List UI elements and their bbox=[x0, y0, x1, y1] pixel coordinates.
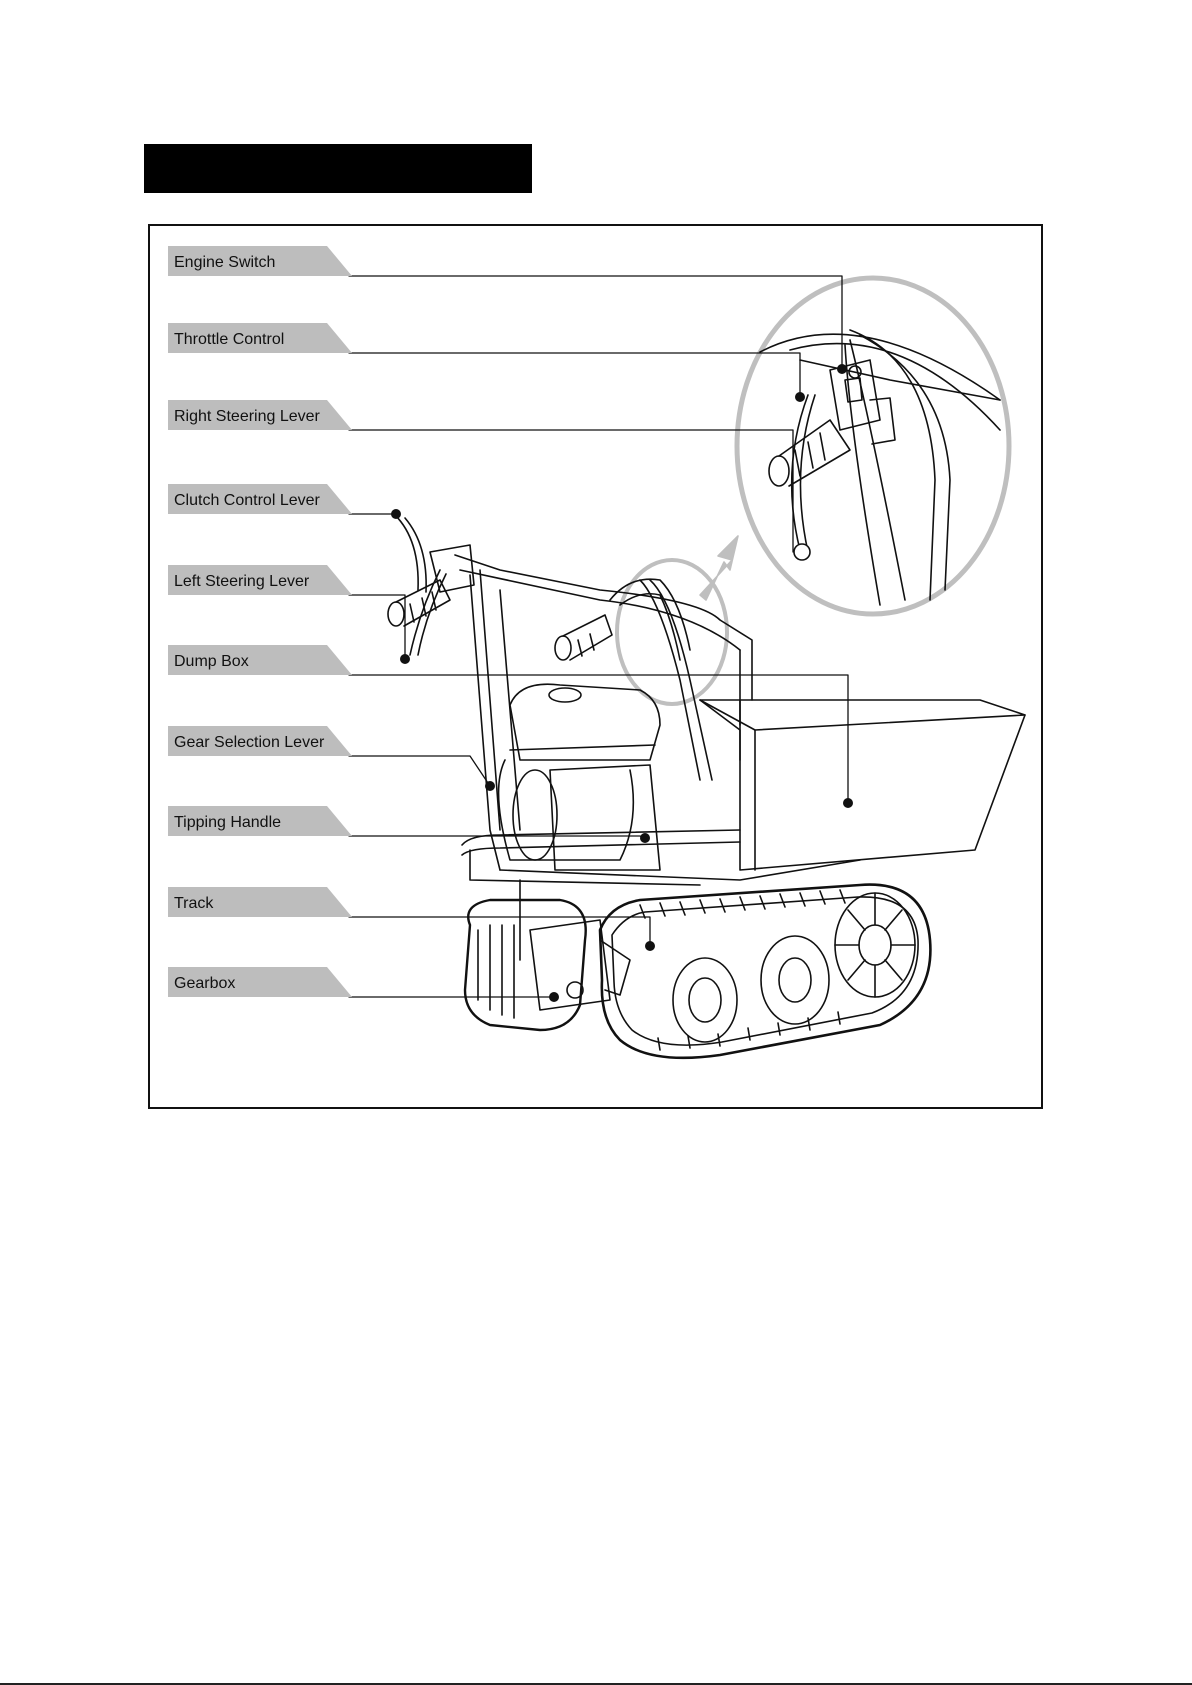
magnifier-inset bbox=[737, 278, 1009, 614]
label-right-steering-lever-text: Right Steering Lever bbox=[174, 408, 320, 425]
label-gearbox-text: Gearbox bbox=[174, 975, 236, 992]
label-engine-switch bbox=[168, 246, 352, 276]
label-right-steering-lever bbox=[168, 400, 352, 430]
leader-lines bbox=[349, 276, 848, 997]
label-left-steering-lever-text: Left Steering Lever bbox=[174, 573, 310, 590]
label-throttle-control bbox=[168, 323, 352, 353]
label-track-text: Track bbox=[174, 895, 214, 912]
label-gear-selection-lever-text: Gear Selection Lever bbox=[174, 734, 325, 751]
label-dump-box-text: Dump Box bbox=[174, 653, 249, 670]
label-dump-box bbox=[168, 645, 352, 675]
label-tipping-handle bbox=[168, 806, 352, 836]
label-track bbox=[168, 887, 352, 917]
label-clutch-control-lever bbox=[168, 484, 352, 514]
label-gearbox bbox=[168, 967, 352, 997]
label-throttle-control-text: Throttle Control bbox=[174, 331, 285, 348]
label-engine-switch-text: Engine Switch bbox=[174, 254, 276, 271]
label-clutch-control-lever-text: Clutch Control Lever bbox=[174, 492, 320, 509]
label-gear-selection-lever bbox=[168, 726, 352, 756]
callout-tags bbox=[168, 246, 352, 997]
label-left-steering-lever bbox=[168, 565, 352, 595]
label-tipping-handle-text: Tipping Handle bbox=[174, 814, 282, 831]
